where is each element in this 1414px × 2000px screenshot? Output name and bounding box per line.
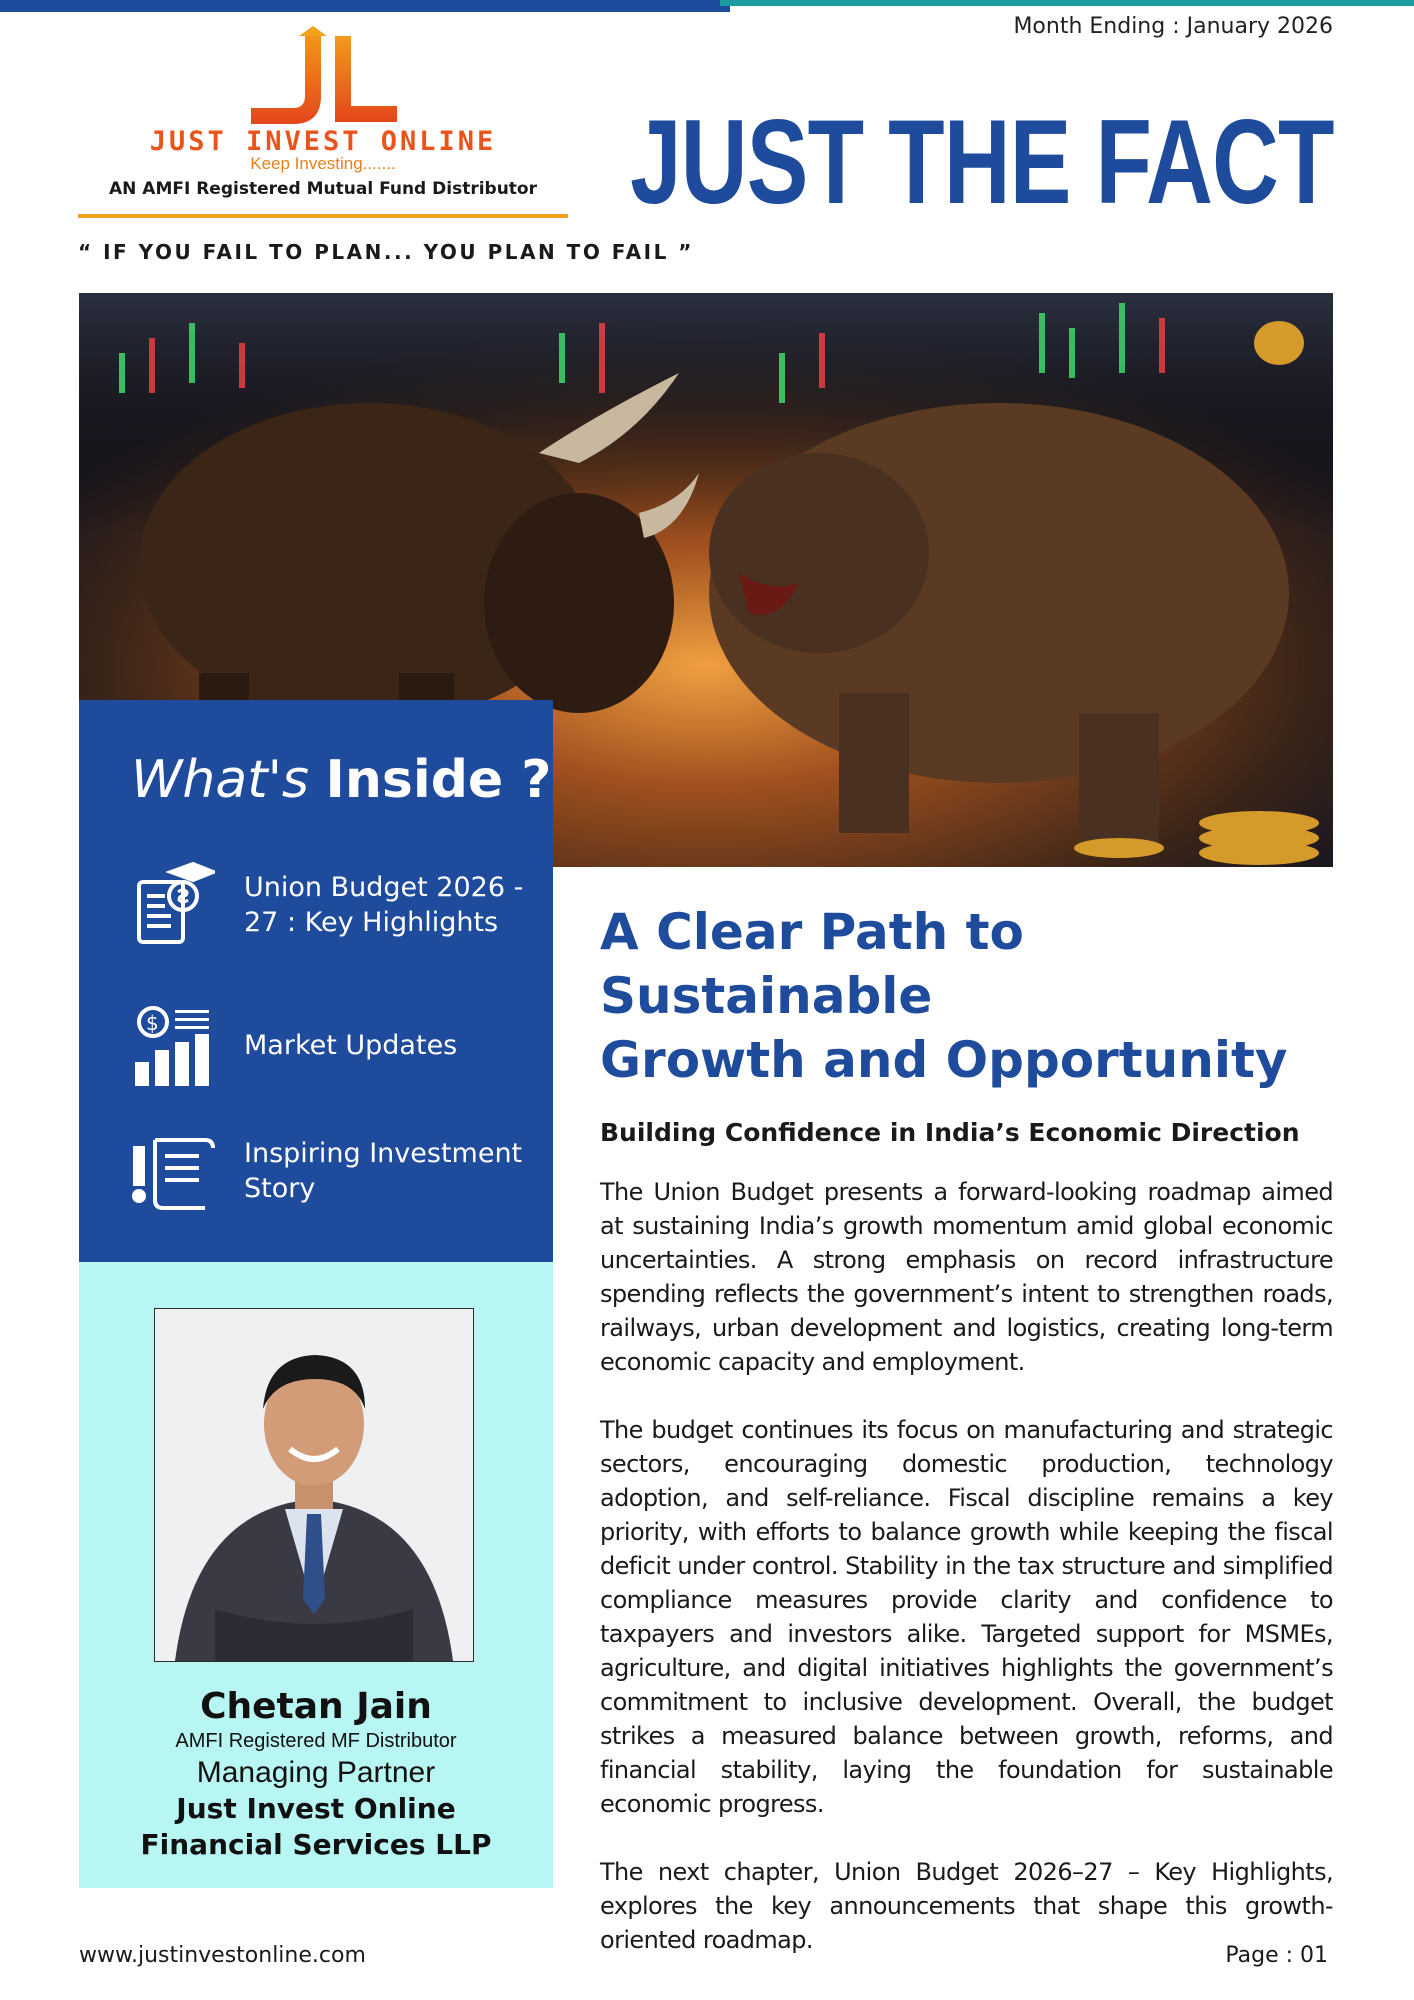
market-chart-icon [131, 1000, 215, 1090]
article-title: A Clear Path to Sustainable Growth and Opportunity [600, 903, 1288, 1089]
budget-document-icon [131, 860, 215, 950]
brand-logo [78, 22, 568, 222]
scroll-story-icon [131, 1126, 215, 1216]
website-link[interactable]: www.justinvestonline.com [79, 1943, 366, 1968]
inside-item-budget[interactable] [131, 860, 541, 960]
author-name: Chetan Jain [200, 1686, 432, 1727]
article [600, 900, 1333, 1991]
author-profile-card [79, 1262, 553, 1888]
author-photo [154, 1308, 474, 1662]
author-firm: Just Invest Online [176, 1792, 456, 1825]
month-ending: Month Ending : January 2026 [1013, 14, 1333, 39]
amfi-registration: AN AMFI Registered Mutual Fund Distributor [108, 179, 537, 199]
inside-item-market-updates[interactable] [131, 1000, 541, 1100]
article-paragraph: The Union Budget presents a forward-looking roadmap aimed at sustaining India’s growth momentum amid global economic uncertainties. A strong emphasis on record infrastructure spending reflects the government’s intent to strengthen roads, railways, urban development and logistics, creating long-term economic capacity and employment. [600, 1178, 1333, 1376]
jl-monogram-icon [243, 26, 403, 134]
brand-tagline: Keep Investing....... [250, 154, 396, 173]
top-accent-bar-teal [720, 0, 1414, 6]
inside-item-label: Union Budget 2026 - 27 : Key Highlights [244, 872, 524, 938]
author-firm-llp: Financial Services LLP [140, 1828, 492, 1861]
inside-item-label: Market Updates [244, 1030, 458, 1061]
inside-item-label: Inspiring Investment Story [244, 1138, 523, 1204]
author-title: Managing Partner [196, 1756, 436, 1789]
article-subtitle: Building Confidence in India’s Economic Direction [600, 1118, 1300, 1147]
page-number: Page : 01 [1225, 1943, 1328, 1968]
motto-quote: “ IF YOU FAIL TO PLAN... YOU PLAN TO FAIL ” [78, 240, 694, 264]
article-paragraph: The next chapter, Union Budget 2026–27 – Key Highlights, explores the key announcements that shape this growth-oriented roadmap. [600, 1858, 1333, 1954]
article-paragraph: The budget continues its focus on manufacturing and strategic sectors, encouraging domestic production, technology adoption, and self-reliance. Fiscal discipline remains a key priority, with efforts to balance growth while keeping the fiscal deficit under control. Stability in the tax structure and simplified compliance measures provide clarity and confidence to taxpayers and investors alike. Targeted support for MSMEs, agriculture, and digital initiatives highlights the government’s commitment to inclusive development. Overall, the budget strikes a measured balance between growth, reforms, and financial stability, laying the foundation for sustainable economic progress. [600, 1416, 1333, 1818]
top-accent-bar-blue [0, 0, 730, 12]
author-role: AMFI Registered MF Distributor [175, 1730, 457, 1752]
whats-inside-panel [79, 700, 553, 1262]
logo-underline [78, 214, 568, 218]
svg-text:$: $ [146, 1011, 159, 1035]
newsletter-headline: JUST THE FACT [630, 95, 1334, 229]
inside-item-investment-story[interactable] [131, 1126, 541, 1226]
brand-name: JUST INVEST ONLINE [149, 126, 497, 157]
whats-inside-title: What's Inside ? [131, 750, 552, 810]
